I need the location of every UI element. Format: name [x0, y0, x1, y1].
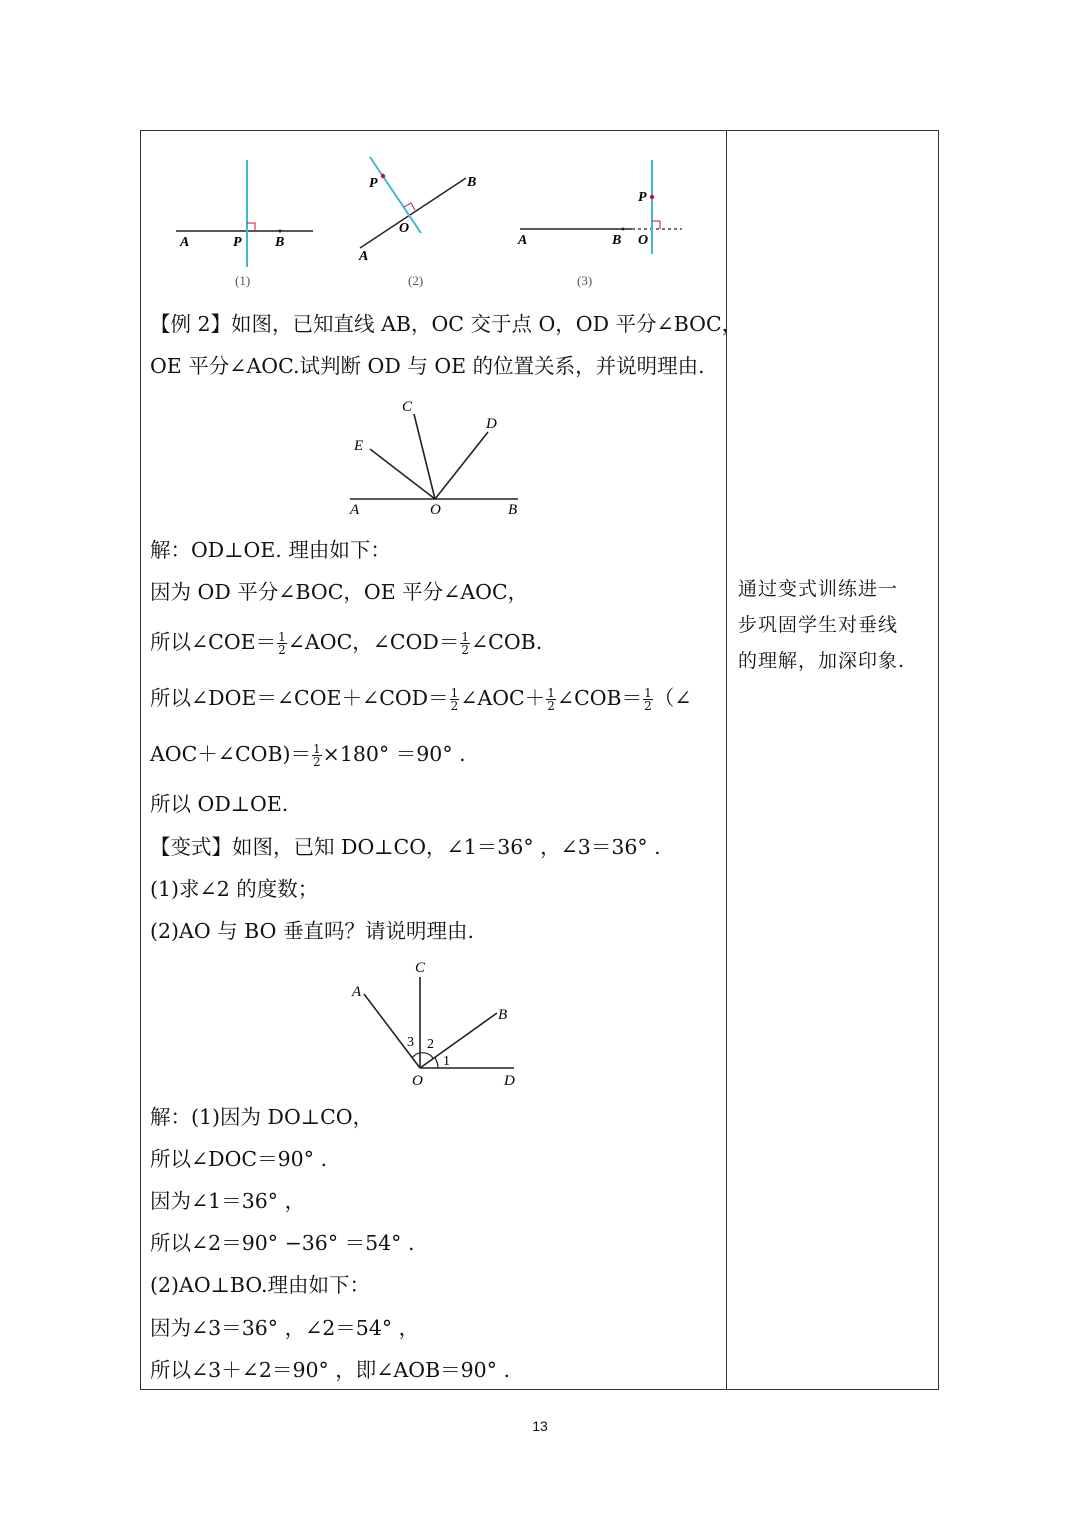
fraction-half: $\frac{1}{2}$ [278, 630, 286, 657]
fig3-caption: (3) [577, 273, 593, 288]
example2-line2: OE 平分∠AOC.试判断 OD 与 OE 的位置关系，并说明理由. [150, 354, 705, 378]
ex2-label-E: E [354, 438, 364, 454]
fraction-half: $\frac{1}{2}$ [461, 630, 469, 657]
ex2-solution-6: 所以 OD⊥OE. [150, 792, 289, 816]
variant-solution-6: 因为∠3＝36° ，∠2＝54° ， [150, 1316, 420, 1340]
var-label-A: A [352, 984, 362, 1000]
fraction-half: $\frac{1}{2}$ [450, 686, 459, 713]
side-note-line2: 步巩固学生对垂线 [738, 614, 899, 636]
fig1-label-B: B [275, 235, 285, 250]
ex2-label-A: A [350, 502, 360, 518]
figure-2 [358, 157, 476, 288]
variant-q2: (2)AO 与 BO 垂直吗？请说明理由. [150, 919, 474, 943]
variant-solution-3: 因为∠1＝36° ， [150, 1189, 306, 1213]
figure-3 [517, 160, 682, 288]
var-label-O: O [412, 1073, 423, 1089]
fig1-label-A: A [180, 235, 190, 250]
fig3-label-O: O [638, 233, 649, 248]
ex2-solution-2: 因为 OD 平分∠BOC，OE 平分∠AOC， [150, 580, 529, 604]
ex2-label-C: C [402, 399, 413, 415]
ex2-label-B: B [508, 502, 518, 518]
ex2-solution-3: 所以∠COE＝ $\frac{1}{2}$ ∠AOC，∠COD＝ $\frac{1}{2}$ ∠COB. [150, 630, 543, 657]
example2-line1: 【例 2】如图，已知直线 AB，OC 交于点 O，OD 平分∠BOC， [150, 312, 743, 336]
var-label-D: D [504, 1073, 515, 1089]
variant-solution-2: 所以∠DOC＝90° . [150, 1147, 327, 1171]
fraction-half: $\frac{1}{2}$ [547, 686, 555, 713]
variant-solution-5: (2)AO⊥BO.理由如下： [150, 1273, 370, 1297]
var-label-1: 1 [443, 1054, 450, 1069]
fig2-label-A: A [359, 249, 369, 264]
fraction-half: $\frac{1}{2}$ [313, 742, 321, 769]
fig3-label-A: A [518, 233, 528, 248]
variant-line1: 【变式】如图，已知 DO⊥CO，∠1＝36° ，∠3＝36° . [150, 835, 661, 859]
variant-solution-1: 解：(1)因为 DO⊥CO， [150, 1105, 374, 1129]
fig2-label-B: B [467, 175, 477, 190]
variant-q1: (1)求∠2 的度数； [150, 877, 319, 901]
figure-perpendicular-constructions [170, 155, 710, 295]
fig2-caption: (2) [408, 273, 424, 288]
ex2-label-D: D [486, 416, 497, 432]
ex2-solution-4: 所以∠DOE＝∠COE＋∠COD＝ $\frac{1}{2}$ ∠AOC＋ $\frac{1}{2}$ ∠COB＝ $\frac{1}{2}$ （∠ [150, 686, 692, 713]
variant-solution-7: 所以∠3＋∠2＝90° ，即∠AOB＝90° . [150, 1358, 511, 1382]
var-label-2: 2 [427, 1037, 434, 1052]
fig1-caption: (1) [235, 273, 251, 288]
variant-solution-4: 所以∠2＝90° −36° ＝54° . [150, 1231, 415, 1255]
ex2-label-O: O [430, 502, 441, 518]
side-note-line1: 通过变式训练进一 [738, 578, 899, 600]
fig1-label-P: P [233, 235, 242, 250]
fig3-label-P: P [638, 190, 647, 205]
side-note-line3: 的理解，加深印象. [738, 650, 906, 672]
var-label-B: B [498, 1007, 508, 1023]
var-label-C: C [415, 960, 426, 976]
var-label-3: 3 [407, 1035, 414, 1050]
fig3-label-B: B [612, 233, 622, 248]
fig2-label-P: P [369, 176, 378, 191]
variant-figure [340, 955, 540, 1090]
page-number: 13 [532, 1418, 548, 1434]
fig2-label-O: O [399, 221, 410, 236]
fraction-half: $\frac{1}{2}$ [644, 686, 652, 713]
ex2-solution-1: 解：OD⊥OE. 理由如下： [150, 538, 391, 562]
example2-figure [340, 392, 540, 522]
figure-1 [176, 160, 313, 288]
ex2-solution-5: AOC＋∠COB)＝ $\frac{1}{2}$ ×180° ＝90° . [150, 742, 466, 769]
